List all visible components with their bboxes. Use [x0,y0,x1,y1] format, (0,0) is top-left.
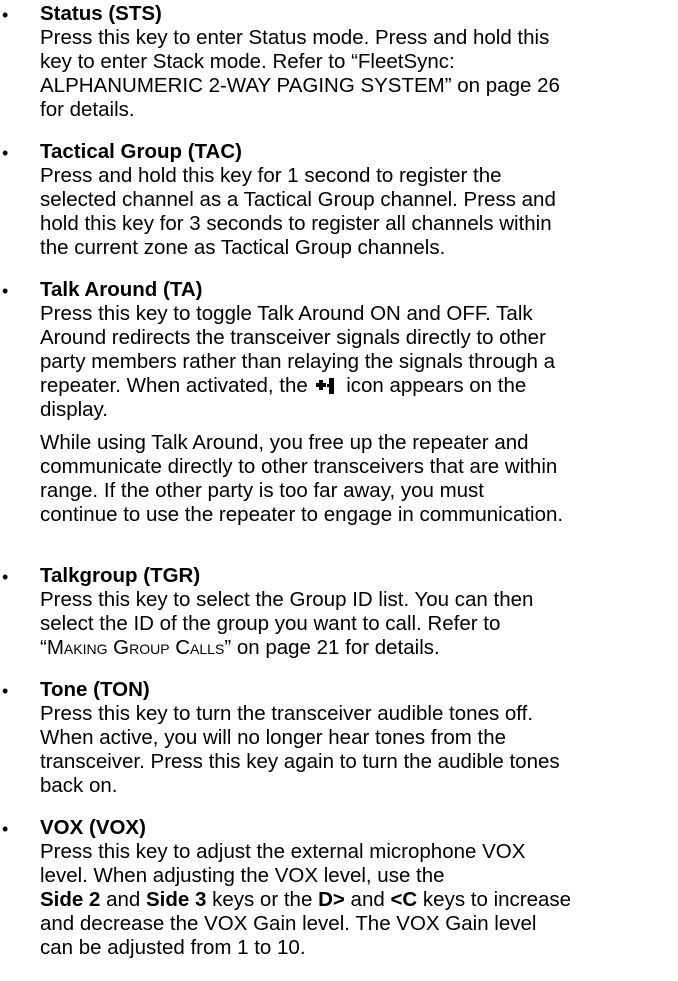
term-tone: Tone (TON) [40,678,150,701]
entry-status [0,2,560,122]
desc-line: the current zone as Tactical Group channels. [40,236,446,259]
desc-tone [40,702,560,798]
desc-line: select the ID of the group you want to call. Refer to [40,612,501,635]
desc-line: Around redirects the transceiver signals directly to other [40,326,546,349]
desc-line: ALPHANUMERIC 2-WAY PAGING SYSTEM” on page 26 [40,74,560,97]
icon-line-after: icon appears on the [340,374,527,397]
bullet: • [2,819,9,839]
desc-line: Press this key to turn the transceiver audible tones off. [40,702,534,725]
text: and [344,888,391,911]
desc-line: for details. [40,98,135,121]
text: and [100,888,146,911]
desc-line: Press this key to adjust the external microphone VOX [40,840,526,863]
term-tactical-group: Tactical Group (TAC) [40,140,242,163]
desc-line-ref [40,636,533,660]
desc-talk-around [40,302,563,422]
desc-line: level. When adjusting the VOX level, use the [40,864,445,887]
desc-line: When active, you will no longer hear tones from the [40,726,507,749]
entry-talkgroup [0,564,533,660]
desc-line: Press this key to select the Group ID list. You can then [40,588,534,611]
desc-line: and decrease the VOX Gain level. The VOX Gain level [40,912,537,935]
desc-line: While using Talk Around, you free up the repeater and [40,431,529,454]
desc-line: transceiver. Press this key again to turn the audible tones [40,750,560,773]
term-status: Status (STS) [40,2,162,25]
bullet: • [2,5,9,25]
ref-close: ” on page 21 for details. [224,636,440,659]
section-reference: Making Group Calls [46,636,225,659]
ref-open: “ [40,636,47,659]
entry-vox [0,816,571,960]
desc-line-with-icon [40,374,563,398]
term-vox: VOX (VOX) [40,816,146,839]
desc-line: range. If the other party is too far away, you must [40,479,485,502]
icon-line-before: repeater. When activated, the [40,374,314,397]
desc-status [40,26,560,122]
bullet: • [2,681,9,701]
bullet: • [2,143,9,163]
desc-line: communicate directly to other transceivers that are within [40,455,558,478]
entry-tactical-group [0,140,556,260]
desc-line: Press this key to toggle Talk Around ON and OFF. Talk [40,302,533,325]
desc-talkgroup [40,588,533,660]
key-side-3: Side 3 [146,888,207,911]
bullet: • [2,281,9,301]
talk-around-icon [316,376,338,394]
desc-talk-around-para2 [40,431,563,527]
desc-line: Press and hold this key for 1 second to register the [40,164,502,187]
entry-tone [0,678,560,798]
desc-line-keys [40,888,571,912]
desc-line: key to enter Stack mode. Refer to “FleetSync: [40,50,455,73]
entry-talk-around [0,278,563,527]
desc-line: selected channel as a Tactical Group channel. Press and [40,188,556,211]
key-d: D> [318,888,345,911]
desc-line: party members rather than relaying the signals through a [40,350,556,373]
desc-line: can be adjusted from 1 to 10. [40,936,306,959]
desc-line: hold this key for 3 seconds to register all channels within [40,212,552,235]
desc-line: Press this key to enter Status mode. Press and hold this [40,26,550,49]
desc-line: continue to use the repeater to engage in communication. [40,503,564,526]
key-c: <C [390,888,418,911]
bullet: • [2,567,9,587]
term-talkgroup: Talkgroup (TGR) [40,564,201,587]
desc-line: back on. [40,774,118,797]
term-talk-around: Talk Around (TA) [40,278,203,301]
desc-tactical-group [40,164,556,260]
text: keys or the [206,888,319,911]
desc-line: display. [40,398,108,421]
text: keys to increase [417,888,572,911]
key-side-2: Side 2 [40,888,101,911]
desc-vox [40,840,571,960]
